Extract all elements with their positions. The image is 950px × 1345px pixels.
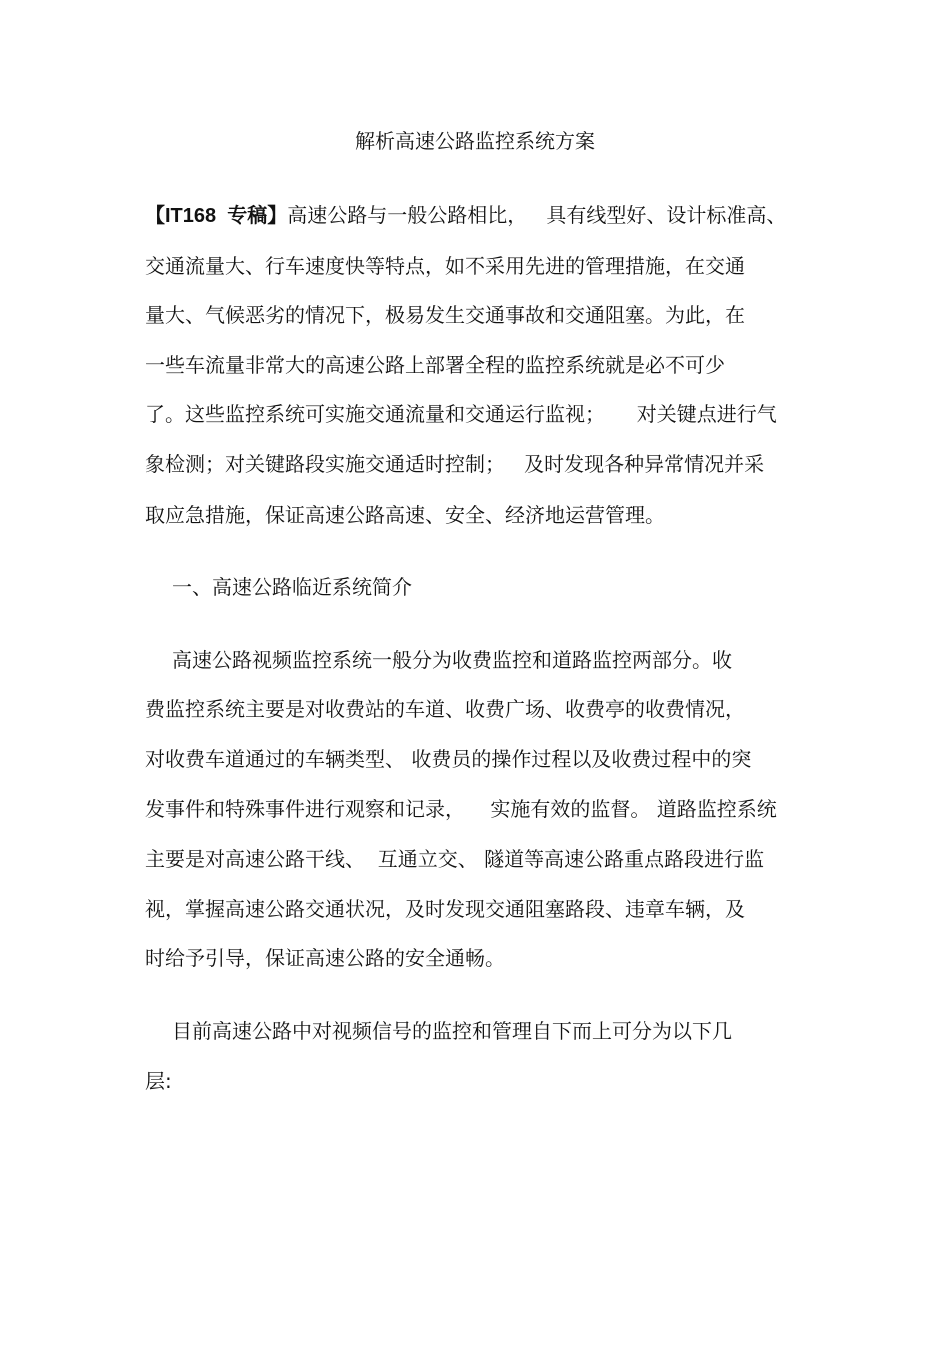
intro-line-7: 取应急措施，保证高速公路高速、安全、经济地运营管理。 <box>145 503 665 527</box>
intro-line-2: 交通流量大、行车速度快等特点，如不采用先进的管理措施，在交通 <box>145 254 745 278</box>
para3-line-1: 目前高速公路中对视频信号的监控和管理自下而上可分为以下几 <box>172 1019 732 1043</box>
para2-line-3: 对收费车道通过的车辆类型、 收费员的操作过程以及收费过程中的突 <box>145 747 752 771</box>
para3-line-2: 层: <box>145 1069 172 1093</box>
intro-line-3: 量大、气候恶劣的情况下，极易发生交通事故和交通阻塞。为此，在 <box>145 303 745 327</box>
para2-line-7: 时给予引导，保证高速公路的安全通畅。 <box>145 946 505 970</box>
para2-line-5: 主要是对高速公路干线、 互通立交、 隧道等高速公路重点路段进行监 <box>145 847 765 871</box>
document-title: 解析高速公路监控系统方案 <box>355 129 595 153</box>
intro-line-6: 象检测；对关键路段实施交通适时控制； 及时发现各种异常情况并采 <box>145 452 765 476</box>
para2-line-4: 发事件和特殊事件进行观察和记录， 实施有效的监督。 道路监控系统 <box>145 797 777 821</box>
intro-lead: 【IT168 专稿】 <box>145 205 288 227</box>
intro-line-5: 了。这些监控系统可实施交通流量和交通运行监视； 对关键点进行气 <box>145 402 777 426</box>
intro-line-1-text: 高速公路与一般公路相比， 具有线型好、设计标准高、 <box>287 203 787 227</box>
para2-line-1: 高速公路视频监控系统一般分为收费监控和道路监控两部分。收 <box>172 648 732 672</box>
intro-line-1 <box>145 200 786 231</box>
intro-line-4: 一些车流量非常大的高速公路上部署全程的监控系统就是必不可少 <box>145 353 725 377</box>
para2-line-2: 费监控系统主要是对收费站的车道、收费广场、收费亭的收费情况， <box>145 697 745 721</box>
section-heading-1: 一、高速公路临近系统简介 <box>172 575 412 599</box>
para2-line-6: 视，掌握高速公路交通状况，及时发现交通阻塞路段、违章车辆，及 <box>145 897 745 921</box>
